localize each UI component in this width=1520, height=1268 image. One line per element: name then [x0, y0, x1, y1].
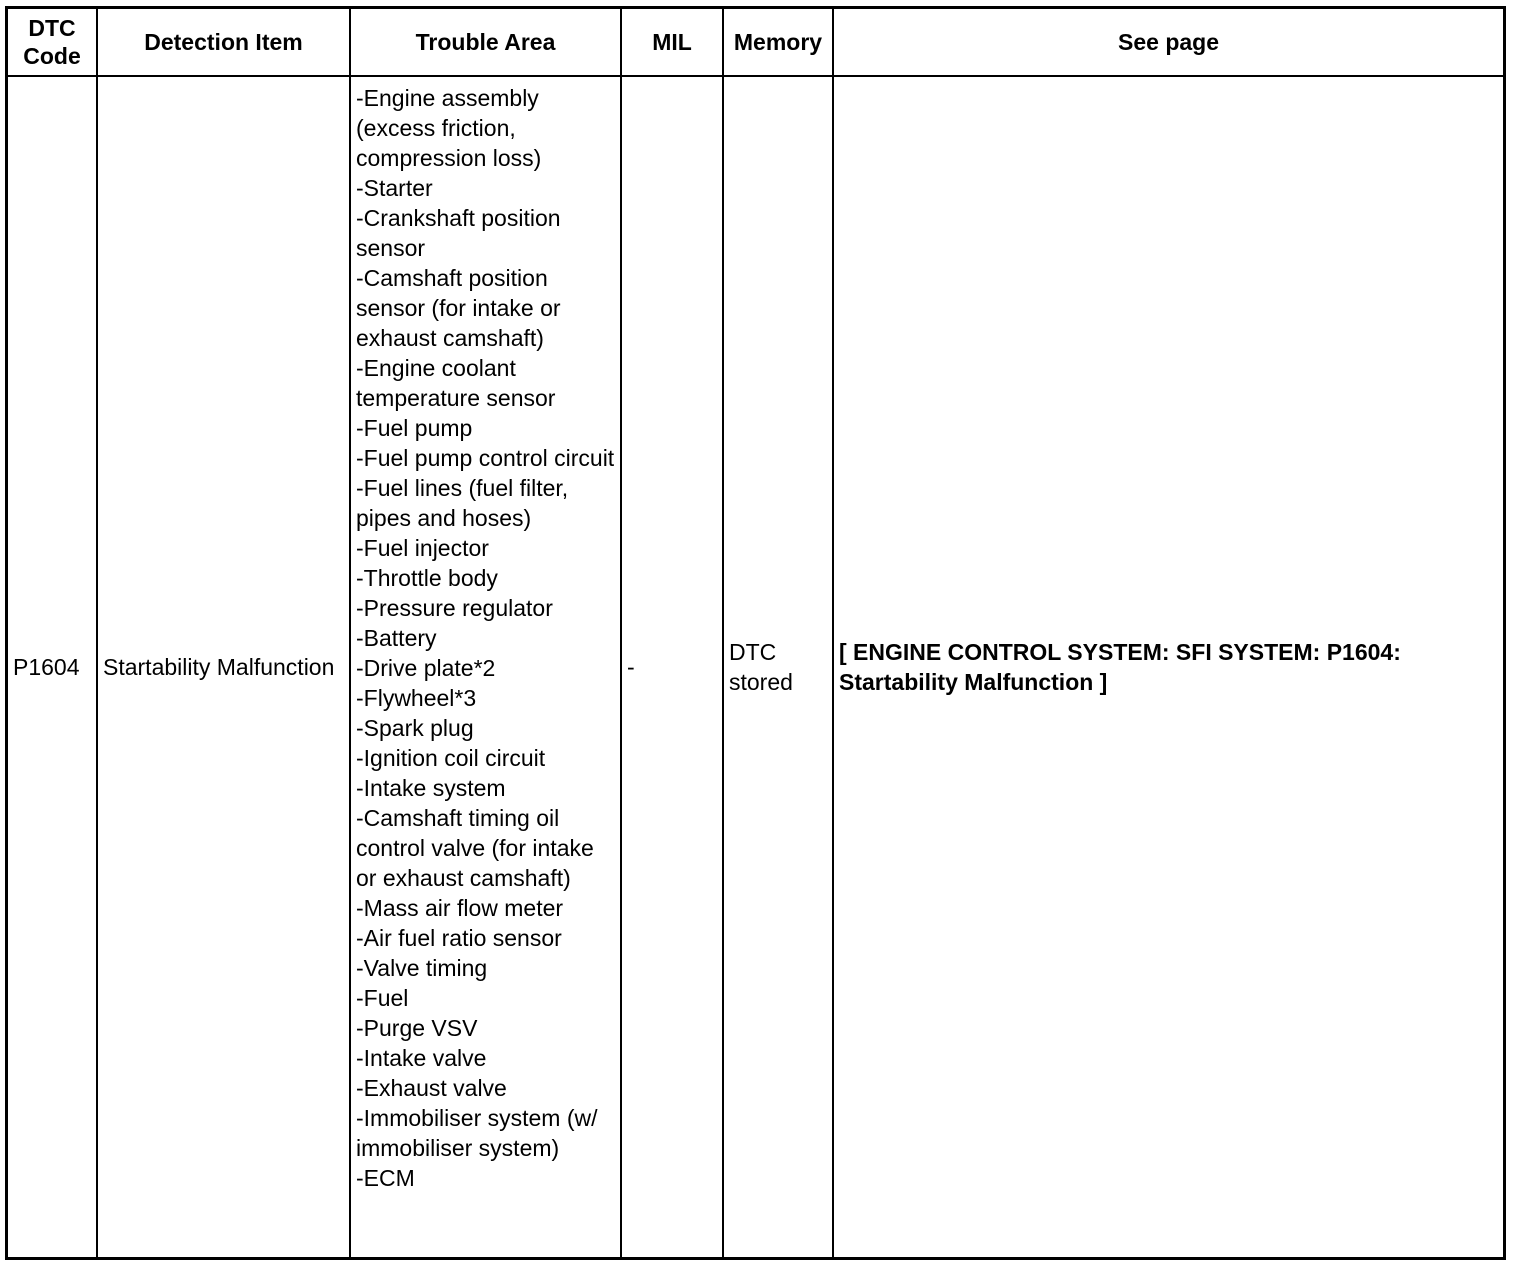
trouble-area-item: -Valve timing [356, 955, 488, 981]
trouble-area-item: -Air fuel ratio sensor [356, 925, 562, 951]
trouble-area-item: -Ignition coil circuit [356, 745, 546, 771]
trouble-area-item: -Battery [356, 625, 437, 651]
trouble-area-list [356, 83, 615, 1193]
trouble-area-item: -Drive plate*2 [356, 655, 496, 681]
see-page-header: See page [833, 9, 1503, 76]
see-page-cell [833, 76, 1503, 1257]
dtc-code-header-line1: DTC [28, 15, 76, 41]
trouble-area-item: -Intake system [356, 775, 506, 801]
trouble-area-item: -Throttle body [356, 565, 498, 591]
trouble-area-item: -Starter [356, 175, 433, 201]
trouble-area-item: -Camshaft position sensor (for intake or exhaust camshaft) [356, 265, 561, 351]
trouble-area-item: -Fuel [356, 985, 409, 1011]
trouble-area-cell [350, 76, 621, 1257]
trouble-area-item: -Crankshaft position sensor [356, 205, 561, 261]
trouble-area-item: -Mass air flow meter [356, 895, 564, 921]
trouble-area-header: Trouble Area [350, 9, 621, 76]
memory-header: Memory [723, 9, 833, 76]
detection-item-cell: Startability Malfunction [97, 76, 350, 1257]
trouble-area-item: -Engine coolant temperature sensor [356, 355, 556, 411]
header-row [8, 9, 1503, 76]
dtc-code-cell: P1604 [8, 76, 97, 1257]
trouble-area-item: -Engine assembly (excess friction, compression loss) [356, 85, 542, 171]
trouble-area-item: -Fuel pump [356, 415, 473, 441]
trouble-area-item: -Immobiliser system (w/ immobiliser system) [356, 1105, 598, 1161]
trouble-area-item: -Exhaust valve [356, 1075, 507, 1101]
trouble-area-item: -Fuel injector [356, 535, 489, 561]
trouble-area-item: -Flywheel*3 [356, 685, 477, 711]
trouble-area-item: -Spark plug [356, 715, 474, 741]
dtc-table-frame [5, 6, 1506, 1260]
detection-item-header: Detection Item [97, 9, 350, 76]
see-page-link[interactable]: [ ENGINE CONTROL SYSTEM: SFI SYSTEM: P1604: Startability Malfunction ] [839, 639, 1401, 695]
dtc-code-header [8, 9, 97, 76]
dtc-code-header-line2: Code [23, 43, 81, 69]
trouble-area-item: -Intake valve [356, 1045, 487, 1071]
trouble-area-item: -ECM [356, 1165, 415, 1191]
mil-header: MIL [621, 9, 723, 76]
dtc-table [8, 9, 1503, 1257]
trouble-area-item: -Fuel pump control circuit [356, 445, 615, 471]
memory-cell: DTC stored [723, 76, 833, 1257]
trouble-area-item: -Purge VSV [356, 1015, 478, 1041]
mil-cell: - [621, 76, 723, 1257]
trouble-area-item: -Fuel lines (fuel filter, pipes and hoses) [356, 475, 569, 531]
table-row [8, 76, 1503, 1257]
trouble-area-item: -Camshaft timing oil control valve (for intake or exhaust camshaft) [356, 805, 594, 891]
trouble-area-item: -Pressure regulator [356, 595, 553, 621]
